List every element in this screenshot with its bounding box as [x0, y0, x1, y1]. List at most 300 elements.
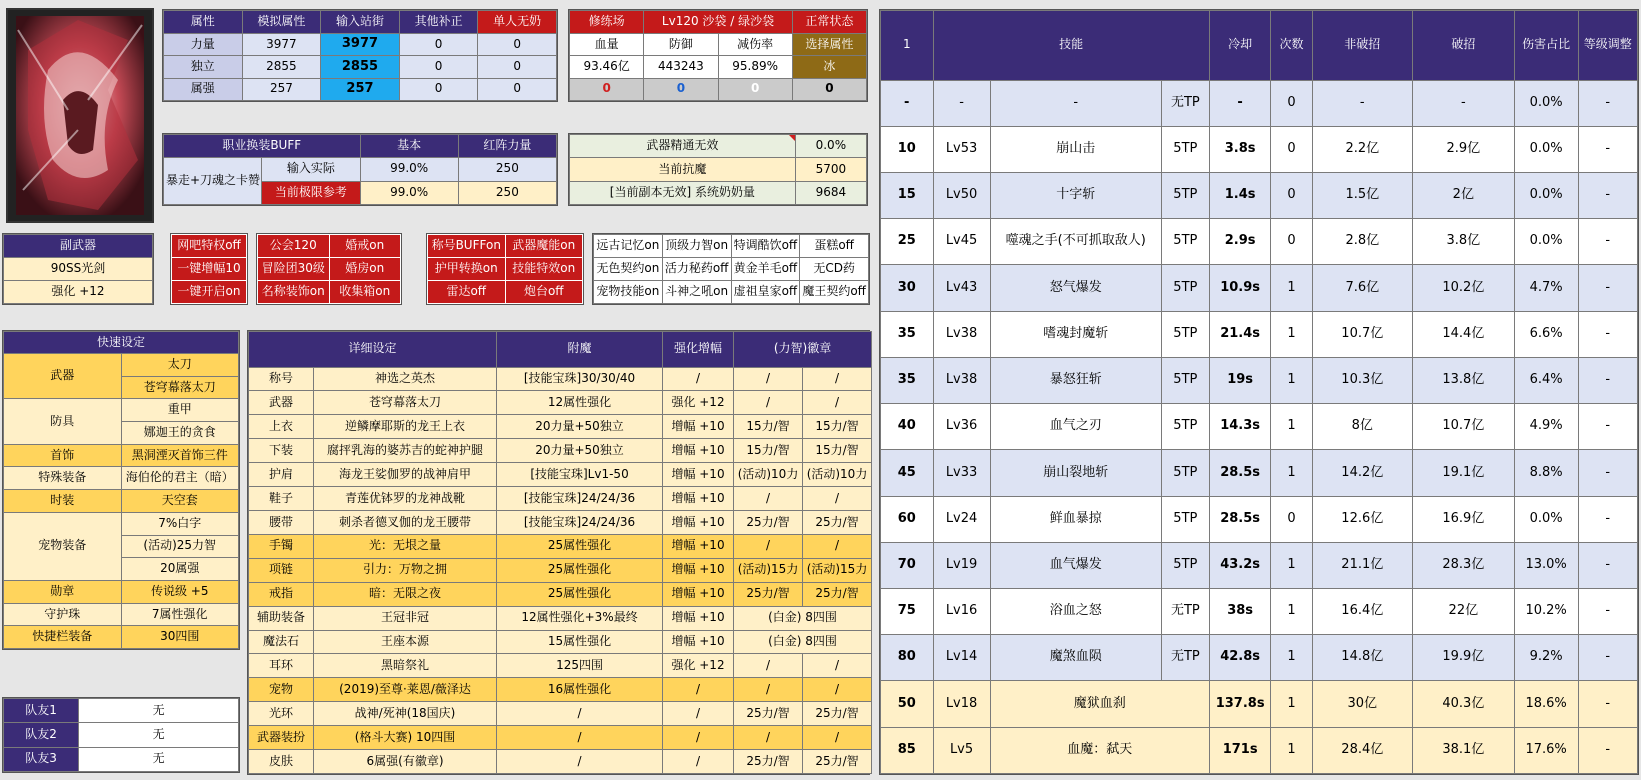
skill-adjust[interactable]: - [1578, 542, 1637, 588]
detail-emblem-2[interactable]: / [803, 487, 872, 511]
attr-input-cell[interactable]: 2855 [321, 56, 400, 78]
detail-emblem-2[interactable]: 25力/智 [803, 582, 872, 606]
attr-header-solo: 单人无奶 [478, 11, 557, 34]
quick-special[interactable]: 海伯伦的君主（暗） [121, 467, 239, 490]
detail-item-name[interactable]: 腐抨乳海的婆苏吉的蛇神护腿 [314, 439, 497, 463]
skill-adjust[interactable]: - [1578, 357, 1637, 403]
detail-enhance[interactable]: / [663, 702, 734, 726]
quick-pet-2[interactable]: (活动)25力智 [121, 535, 239, 558]
detail-slot: 武器装扮 [249, 726, 314, 750]
detail-enhance[interactable]: / [663, 678, 734, 702]
detail-enhance[interactable]: 强化 +12 [663, 391, 734, 415]
teammate-value[interactable]: 无 [79, 723, 239, 747]
detail-enchant[interactable]: / [497, 702, 663, 726]
attr-header-sim: 模拟属性 [242, 11, 321, 34]
skill-adjust[interactable]: - [1578, 265, 1637, 311]
skill-count: 1 [1271, 681, 1312, 727]
detail-emblem-1[interactable]: 15力/智 [734, 415, 803, 439]
toggle-amplify10[interactable]: 一键增幅10 [172, 258, 247, 281]
skill-counter-dmg: 14.4亿 [1413, 311, 1515, 357]
skill-cooldown: 14.3s [1209, 404, 1271, 450]
skill-ratio: 6.6% [1514, 311, 1578, 357]
skill-tp: 5TP [1161, 265, 1209, 311]
teammate-value[interactable]: 无 [79, 747, 239, 771]
skills-table [879, 9, 1639, 775]
skill-adjust[interactable]: - [1578, 681, 1637, 727]
skill-counter-dmg: 13.8亿 [1413, 357, 1515, 403]
detail-emblem-1[interactable]: 25力/智 [734, 510, 803, 534]
skill-normal-dmg: 2.8亿 [1312, 219, 1412, 265]
skill-count: 1 [1271, 404, 1312, 450]
quick-pet-3[interactable]: 20属强 [121, 558, 239, 581]
detail-emblem-2[interactable]: (活动)10力 [803, 463, 872, 487]
skill-row [881, 265, 1638, 311]
toggle-collection[interactable]: 收集箱on [329, 281, 401, 304]
detail-item-name[interactable]: (2019)至尊·莱恩/薇泽达 [314, 678, 497, 702]
skill-count: 1 [1271, 265, 1312, 311]
skill-adjust[interactable]: - [1578, 173, 1637, 219]
skill-row [881, 357, 1638, 403]
detail-enchant[interactable]: 15属性强化 [497, 630, 663, 654]
detail-enhance[interactable]: 增幅 +10 [663, 558, 734, 582]
skill-counter-dmg: - [1413, 80, 1515, 126]
quick-label-medal: 勋章 [4, 580, 122, 603]
skill-row [881, 542, 1638, 588]
detail-emblem-2[interactable]: / [803, 726, 872, 750]
skill-normal-dmg: 30亿 [1312, 681, 1412, 727]
skill-adjust[interactable]: - [1578, 450, 1637, 496]
detail-enchant[interactable]: 125四围 [497, 654, 663, 678]
skill-name[interactable]: 鲜血暴掠 [990, 496, 1161, 542]
attr-solo-value[interactable]: 0 [478, 34, 557, 56]
detail-enchant[interactable]: 20力量+50独立 [497, 439, 663, 463]
skill-req: Lv18 [933, 681, 990, 727]
system-buff-value: 9684 [795, 181, 866, 204]
detail-emblem-2[interactable]: / [803, 367, 872, 391]
buff-header-base: 基本 [360, 135, 458, 158]
detail-row [249, 558, 872, 582]
detail-row [249, 654, 872, 678]
toggle-group-1 [170, 233, 248, 305]
skill-level: 70 [881, 542, 934, 588]
skill-cooldown: 21.4s [1209, 311, 1271, 357]
detail-emblem-2[interactable]: / [803, 391, 872, 415]
quick-label-weapon: 武器 [4, 354, 122, 399]
skill-ratio: 4.7% [1514, 265, 1578, 311]
detail-emblem-2[interactable]: 25力/智 [803, 510, 872, 534]
skill-normal-dmg: 12.6亿 [1312, 496, 1412, 542]
toggle-golden-wool[interactable]: 黄金羊毛off [731, 258, 800, 281]
skill-normal-dmg: 8亿 [1312, 404, 1412, 450]
detail-emblem-2[interactable]: (活动)15力 [803, 558, 872, 582]
toggle-name-decor[interactable]: 名称装饰on [258, 281, 330, 304]
detail-header-enhance: 强化增幅 [663, 332, 734, 368]
detail-slot: 下装 [249, 439, 314, 463]
skill-normal-dmg: 16.4亿 [1312, 589, 1412, 635]
skill-name[interactable]: 浴血之怒 [990, 589, 1161, 635]
detail-emblem-1[interactable]: / [734, 391, 803, 415]
detail-enchant[interactable]: 25属性强化 [497, 582, 663, 606]
toggle-top-potion[interactable]: 顶级力智on [662, 235, 731, 258]
select-element-button[interactable]: 选择属性 [792, 34, 866, 56]
skill-ratio: 0.0% [1514, 126, 1578, 172]
skill-adjust[interactable]: - [1578, 311, 1637, 357]
skill-req: Lv16 [933, 589, 990, 635]
skill-row [881, 173, 1638, 219]
training-header-state[interactable]: 正常状态 [792, 11, 866, 34]
detail-row [249, 702, 872, 726]
skill-counter-dmg: 2.9亿 [1413, 126, 1515, 172]
skill-cooldown: 42.8s [1209, 635, 1271, 681]
detail-enhance[interactable]: 增幅 +10 [663, 582, 734, 606]
detail-emblem-2[interactable]: / [803, 534, 872, 558]
quick-label-quickbar: 快捷栏装备 [4, 626, 122, 649]
skill-count: 0 [1271, 219, 1312, 265]
skill-tp: 5TP [1161, 542, 1209, 588]
toggle-weapon-magic[interactable]: 武器魔能on [505, 235, 583, 258]
training-hp-value: 93.46亿 [570, 56, 644, 78]
element-select[interactable]: 冰 [792, 56, 866, 78]
awakening-skill-row [881, 727, 1638, 773]
detail-header-enchant: 附魔 [497, 332, 663, 368]
buff-row1-base[interactable]: 99.0% [360, 158, 458, 182]
skill-tp: 无TP [1161, 80, 1209, 126]
toggle-guild[interactable]: 公会120 [258, 235, 330, 258]
toggle-ring[interactable]: 婚戒on [329, 235, 401, 258]
skill-counter-dmg: 3.8亿 [1413, 219, 1515, 265]
skill-adjust[interactable]: - [1578, 219, 1637, 265]
toggle-vitality[interactable]: 活力秘药off [662, 258, 731, 281]
toggle-title-buff[interactable]: 称号BUFFon [428, 235, 506, 258]
detail-item-name[interactable]: 暗：无限之夜 [314, 582, 497, 606]
detail-emblem-1[interactable]: (活动)15力 [734, 558, 803, 582]
skill-count: 1 [1271, 542, 1312, 588]
skill-req: Lv36 [933, 404, 990, 450]
skill-normal-dmg: 10.3亿 [1312, 357, 1412, 403]
detail-enhance[interactable]: 强化 +12 [663, 654, 734, 678]
toggle-group-4 [592, 233, 870, 305]
skill-ratio: 0.0% [1514, 80, 1578, 126]
quick-settings-panel [2, 330, 240, 650]
skill-row [881, 219, 1638, 265]
toggle-group-3 [426, 233, 584, 305]
detail-enchant[interactable]: 12属性强化+3%最终 [497, 606, 663, 630]
detail-enhance[interactable]: 增幅 +10 [663, 606, 734, 630]
teammate-value[interactable]: 无 [79, 699, 239, 723]
buff-row2-red: 250 [458, 181, 556, 205]
buff-row1-red[interactable]: 250 [458, 158, 556, 182]
attr-other-value[interactable]: 0 [399, 78, 478, 100]
toggle-enable-all[interactable]: 一键开启on [172, 281, 247, 304]
detail-item-name[interactable]: 青莲优钵罗的龙神战靴 [314, 487, 497, 511]
detail-enchant[interactable]: [技能宝珠]Lv1-50 [497, 463, 663, 487]
detail-emblem-1[interactable]: (白金) 8四围 [734, 630, 872, 654]
skill-name[interactable]: 魔狱血刹 [990, 681, 1209, 727]
training-label-def: 防御 [644, 34, 718, 56]
attr-solo-value[interactable]: 0 [478, 78, 557, 100]
detail-enchant[interactable]: / [497, 726, 663, 750]
skill-req: Lv45 [933, 219, 990, 265]
detail-row [249, 630, 872, 654]
resist-value[interactable]: 5700 [795, 158, 866, 181]
skill-normal-dmg: 14.8亿 [1312, 635, 1412, 681]
skill-name[interactable]: 崩山击 [990, 126, 1161, 172]
detail-enhance[interactable]: / [663, 750, 734, 774]
quick-label-armor: 防具 [4, 399, 122, 444]
detail-emblem-1[interactable]: / [734, 726, 803, 750]
detail-row [249, 726, 872, 750]
detail-enhance[interactable]: 增幅 +10 [663, 630, 734, 654]
detail-emblem-2[interactable]: 25力/智 [803, 750, 872, 774]
toggle-colorless[interactable]: 无色契约on [594, 258, 663, 281]
detail-slot: 腰带 [249, 510, 314, 534]
attr-other-value[interactable]: 0 [399, 56, 478, 78]
detail-slot: 辅助装备 [249, 606, 314, 630]
quick-guard[interactable]: 7属性强化 [121, 603, 239, 626]
detail-item-name[interactable]: 黑暗祭礼 [314, 654, 497, 678]
toggle-skill-effect[interactable]: 技能特效on [505, 258, 583, 281]
skills-header-normal: 非破招 [1312, 11, 1412, 81]
skill-name[interactable]: 嗜魂封魔斩 [990, 311, 1161, 357]
skill-adjust[interactable]: - [1578, 404, 1637, 450]
detail-emblem-2[interactable]: 25力/智 [803, 702, 872, 726]
skill-cooldown: 2.9s [1209, 219, 1271, 265]
skill-cooldown: 171s [1209, 727, 1271, 773]
skill-adjust[interactable]: - [1578, 589, 1637, 635]
detail-item-name[interactable]: 6属强(有徽章) [314, 750, 497, 774]
detail-emblem-1[interactable]: / [734, 654, 803, 678]
skill-name[interactable]: 噬魂之手(不可抓取敌人) [990, 219, 1161, 265]
detail-slot: 护肩 [249, 463, 314, 487]
quick-armor-type[interactable]: 重甲 [121, 399, 239, 422]
detail-item-name[interactable]: 神选之英杰 [314, 367, 497, 391]
skill-level: 45 [881, 450, 934, 496]
skill-counter-dmg: 10.7亿 [1413, 404, 1515, 450]
attr-sim-value: 3977 [242, 34, 321, 56]
detail-item-name[interactable]: 海龙王娑伽罗的战神肩甲 [314, 463, 497, 487]
detail-enhance[interactable]: 增幅 +10 [663, 439, 734, 463]
quick-medal[interactable]: 传说级 +5 [121, 580, 239, 603]
skill-counter-dmg: 22亿 [1413, 589, 1515, 635]
training-num-white: 0 [718, 78, 792, 100]
skill-ratio: 0.0% [1514, 173, 1578, 219]
quick-avatar[interactable]: 天空套 [121, 490, 239, 513]
toggle-pet-skill[interactable]: 宠物技能on [594, 281, 663, 304]
skill-name[interactable]: 十字斩 [990, 173, 1161, 219]
toggle-house[interactable]: 婚房on [329, 258, 401, 281]
skill-tp: 5TP [1161, 357, 1209, 403]
teammate-label: 队友1 [4, 699, 79, 723]
skill-ratio: 13.0% [1514, 542, 1578, 588]
attribute-table [162, 9, 558, 102]
training-header-field: 修练场 [570, 11, 644, 34]
skill-count: 0 [1271, 496, 1312, 542]
skill-name[interactable]: 魔煞血陨 [990, 635, 1161, 681]
skill-count: 0 [1271, 80, 1312, 126]
detail-emblem-1[interactable]: 25力/智 [734, 750, 803, 774]
sub-weapon-enhance[interactable]: 强化 +12 [4, 281, 153, 304]
toggle-turret[interactable]: 炮台off [505, 281, 583, 304]
skill-adjust[interactable]: - [1578, 80, 1637, 126]
skill-tp: 5TP [1161, 404, 1209, 450]
detail-slot: 魔法石 [249, 630, 314, 654]
detail-enchant[interactable]: / [497, 750, 663, 774]
detail-enhance[interactable]: 增幅 +10 [663, 487, 734, 511]
detail-enchant[interactable]: [技能宝珠]30/30/40 [497, 367, 663, 391]
attr-solo-value[interactable]: 0 [478, 56, 557, 78]
skill-counter-dmg: 16.9亿 [1413, 496, 1515, 542]
skill-cooldown: 137.8s [1209, 681, 1271, 727]
detail-emblem-1[interactable]: / [734, 534, 803, 558]
detail-item-name[interactable]: (格斗大赛) 10四围 [314, 726, 497, 750]
detail-slot: 项链 [249, 558, 314, 582]
quick-label-accessory: 首饰 [4, 444, 122, 467]
detail-emblem-1[interactable]: (白金) 8四围 [734, 606, 872, 630]
detail-slot: 鞋子 [249, 487, 314, 511]
detail-enchant[interactable]: [技能宝珠]24/24/36 [497, 487, 663, 511]
detail-row [249, 582, 872, 606]
detail-enhance[interactable]: / [663, 726, 734, 750]
toggle-no-cd[interactable]: 无CD药 [800, 258, 869, 281]
skill-name[interactable]: 暴怒狂斩 [990, 357, 1161, 403]
quick-weapon-name[interactable]: 苍穹幕落太刀 [121, 376, 239, 399]
detail-emblem-2[interactable]: 15力/智 [803, 415, 872, 439]
detail-settings-table [247, 330, 870, 775]
character-avatar [6, 8, 154, 223]
skill-tp: 5TP [1161, 450, 1209, 496]
toggle-royal[interactable]: 虚祖皇家off [731, 281, 800, 304]
quick-accessory[interactable]: 黑洞湮灭首饰三件 [121, 444, 239, 467]
toggle-ancient-memory[interactable]: 远古记忆on [594, 235, 663, 258]
sub-weapon-name[interactable]: 90SS光剑 [4, 258, 153, 281]
detail-emblem-1[interactable]: 25力/智 [734, 582, 803, 606]
training-header-target[interactable]: Lv120 沙袋 / 绿沙袋 [644, 11, 793, 34]
quick-label-special: 特殊装备 [4, 467, 122, 490]
attr-label: 独立 [164, 56, 243, 78]
detail-enhance[interactable]: 增幅 +10 [663, 463, 734, 487]
detail-emblem-1[interactable]: 15力/智 [734, 439, 803, 463]
detail-enchant[interactable]: 25属性强化 [497, 534, 663, 558]
detail-enhance[interactable]: 增幅 +10 [663, 510, 734, 534]
quick-label-pet: 宠物装备 [4, 512, 122, 580]
weapon-mastery-value: 0.0% [795, 135, 866, 158]
quick-pet-1[interactable]: 7%白字 [121, 512, 239, 535]
skill-name[interactable]: 血气爆发 [990, 542, 1161, 588]
detail-emblem-2[interactable]: / [803, 654, 872, 678]
skill-counter-dmg: 19.9亿 [1413, 635, 1515, 681]
skills-header-count: 次数 [1271, 11, 1312, 81]
detail-enhance[interactable]: 增幅 +10 [663, 534, 734, 558]
toggle-cake[interactable]: 蛋糕off [800, 235, 869, 258]
detail-enhance[interactable]: 增幅 +10 [663, 415, 734, 439]
skill-adjust[interactable]: - [1578, 126, 1637, 172]
skill-count: 1 [1271, 589, 1312, 635]
quick-label-guard: 守护珠 [4, 603, 122, 626]
toggle-netcafe[interactable]: 网吧特权off [172, 235, 247, 258]
skill-ratio: 17.6% [1514, 727, 1578, 773]
skill-level: 80 [881, 635, 934, 681]
skill-cooldown: 1.4s [1209, 173, 1271, 219]
toggle-roar[interactable]: 斗神之吼on [662, 281, 731, 304]
detail-item-name[interactable]: 刺杀者德叉伽的龙王腰带 [314, 510, 497, 534]
detail-item-name[interactable]: 战神/死神(18国庆) [314, 702, 497, 726]
detail-enchant[interactable]: 25属性强化 [497, 558, 663, 582]
skill-counter-dmg: 2亿 [1413, 173, 1515, 219]
skill-name[interactable]: - [990, 80, 1161, 126]
detail-enchant[interactable]: 20力量+50独立 [497, 415, 663, 439]
quick-weapon-type[interactable]: 太刀 [121, 354, 239, 377]
toggle-armor-convert[interactable]: 护甲转换on [428, 258, 506, 281]
quick-armor-set[interactable]: 娜迦王的贪食 [121, 422, 239, 445]
skill-name[interactable]: 血魔：弑天 [990, 727, 1209, 773]
teammates-panel [2, 697, 240, 773]
detail-emblem-1[interactable]: / [734, 678, 803, 702]
skill-cooldown: 10.9s [1209, 265, 1271, 311]
sub-weapon-title: 副武器 [4, 235, 153, 258]
skill-req: Lv43 [933, 265, 990, 311]
toggle-special-drink[interactable]: 特调酷饮off [731, 235, 800, 258]
skill-adjust[interactable]: - [1578, 727, 1637, 773]
detail-row [249, 439, 872, 463]
detail-item-name[interactable]: 引力：万物之拥 [314, 558, 497, 582]
buff-table [162, 133, 558, 206]
detail-enchant[interactable]: 16属性强化 [497, 678, 663, 702]
detail-row [249, 534, 872, 558]
skill-name[interactable]: 血气之刃 [990, 404, 1161, 450]
detail-item-name[interactable]: 苍穹幕落太刀 [314, 391, 497, 415]
detail-emblem-1[interactable]: 25力/智 [734, 702, 803, 726]
skill-name[interactable]: 怒气爆发 [990, 265, 1161, 311]
detail-item-name[interactable]: 王冠非冠 [314, 606, 497, 630]
detail-item-name[interactable]: 逆鳞摩耶斯的龙王上衣 [314, 415, 497, 439]
detail-item-name[interactable]: 王座本源 [314, 630, 497, 654]
detail-emblem-1[interactable]: / [734, 367, 803, 391]
toggle-adventure[interactable]: 冒险团30级 [258, 258, 330, 281]
resist-label: 当前抗魔 [570, 158, 796, 181]
skill-count: 1 [1271, 727, 1312, 773]
toggle-radar[interactable]: 雷达off [428, 281, 506, 304]
skill-req: Lv38 [933, 357, 990, 403]
detail-header-item: 详细设定 [249, 332, 497, 368]
skill-name[interactable]: 崩山裂地斩 [990, 450, 1161, 496]
skill-counter-dmg: 38.1亿 [1413, 727, 1515, 773]
detail-enchant[interactable]: 12属性强化 [497, 391, 663, 415]
quick-quickbar[interactable]: 30四围 [121, 626, 239, 649]
weapon-info-table [568, 133, 868, 206]
attr-input-cell[interactable]: 257 [321, 78, 400, 100]
toggle-demon-contract[interactable]: 魔王契约off [800, 281, 869, 304]
buff-name[interactable]: 暴走+刀魂之卡赞 [164, 158, 262, 205]
detail-emblem-1[interactable]: / [734, 487, 803, 511]
skill-counter-dmg: 28.3亿 [1413, 542, 1515, 588]
skills-header-counter: 破招 [1413, 11, 1515, 81]
skill-row [881, 126, 1638, 172]
detail-enchant[interactable]: [技能宝珠]24/24/36 [497, 510, 663, 534]
skills-header-adjust: 等级调整 [1578, 11, 1637, 81]
detail-emblem-2[interactable]: / [803, 678, 872, 702]
attr-other-value[interactable]: 0 [399, 34, 478, 56]
detail-row [249, 415, 872, 439]
skill-req: Lv14 [933, 635, 990, 681]
skill-req: Lv19 [933, 542, 990, 588]
detail-item-name[interactable]: 光：无垠之量 [314, 534, 497, 558]
skill-adjust[interactable]: - [1578, 635, 1637, 681]
skill-adjust[interactable]: - [1578, 496, 1637, 542]
detail-enhance[interactable]: / [663, 367, 734, 391]
attr-input-cell[interactable]: 3977 [321, 34, 400, 56]
detail-emblem-1[interactable]: (活动)10力 [734, 463, 803, 487]
detail-emblem-2[interactable]: 15力/智 [803, 439, 872, 463]
